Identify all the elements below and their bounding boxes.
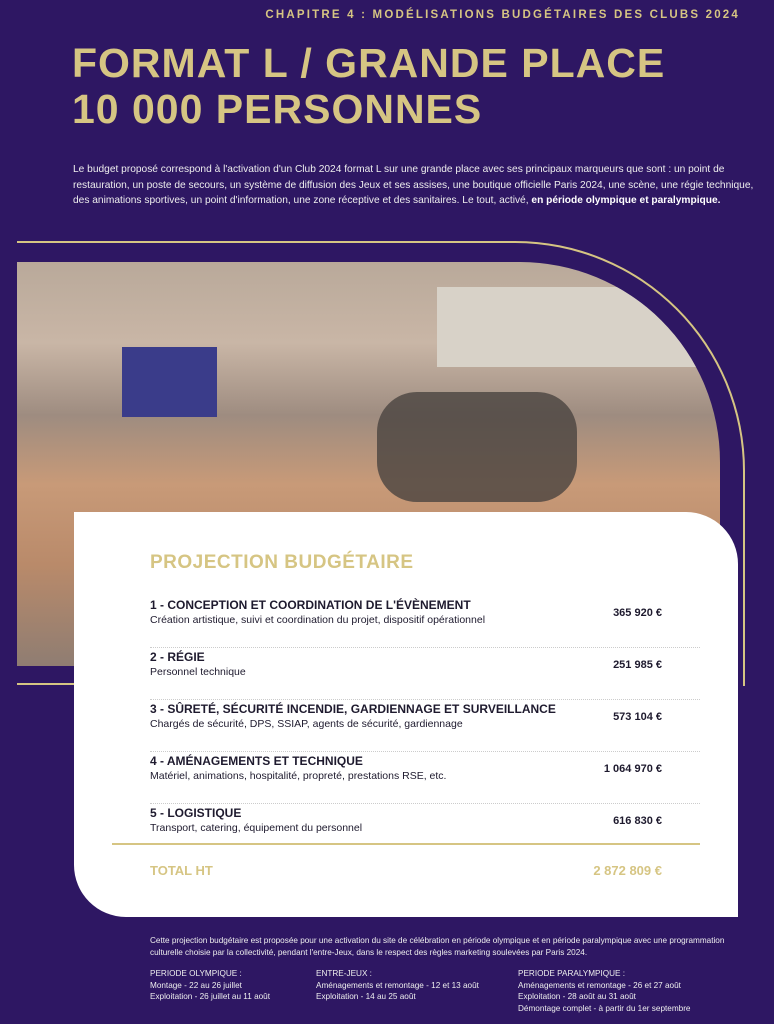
- row-title: 1 - CONCEPTION ET COORDINATION DE L'ÉVÈNEMENT: [150, 598, 471, 612]
- budget-row: [150, 752, 700, 804]
- total-divider: [112, 843, 700, 845]
- schedule-olympic: [150, 968, 270, 1003]
- budget-row: [150, 804, 700, 856]
- divider: [17, 683, 77, 685]
- schedule-line: Montage - 22 au 26 juillet: [150, 980, 242, 990]
- intro-body: Le budget proposé correspond à l'activation d'un Club 2024 format L sur une grande place avec ses principaux marqueurs que sont : un point de restauration, un poste de secours, un système de diffusion des Jeux et ses assises, une boutique officielle Paris 2024, une scène, une régie technique, des animations sportives, un point d'information, une zone réceptive et des sanitaires. Le tout, activé,: [73, 164, 754, 206]
- title-line-1: FORMAT L / GRANDE PLACE: [72, 40, 666, 86]
- row-title: 4 - AMÉNAGEMENTS ET TECHNIQUE: [150, 754, 363, 768]
- row-value: 573 104 €: [613, 711, 662, 723]
- total-value: 2 872 809 €: [593, 863, 662, 878]
- schedule-head: PERIODE OLYMPIQUE :: [150, 969, 242, 978]
- row-desc: Personnel technique: [150, 666, 246, 678]
- budget-row: [150, 700, 700, 752]
- budget-title: PROJECTION BUDGÉTAIRE: [150, 552, 414, 573]
- schedule-line: Aménagements et remontage - 26 et 27 août: [518, 980, 681, 990]
- row-desc: Transport, catering, équipement du personnel: [150, 822, 363, 834]
- budget-card: [74, 512, 738, 917]
- title-line-2: 10 000 PERSONNES: [72, 86, 483, 132]
- row-desc: Création artistique, suivi et coordination du projet, dispositif opérationnel: [150, 614, 486, 626]
- footer-note: Cette projection budgétaire est proposée pour une activation du site de célébration en période olympique et en période paralympique avec une programmation culturelle choisie par la collectivité, pendant l'entre-Jeux, dans le respect des règles marketing soulevées par Paris 2024.: [150, 936, 725, 957]
- total-row: [150, 863, 662, 878]
- chapter-header: CHAPITRE 4 : MODÉLISATIONS BUDGÉTAIRES DES CLUBS 2024: [265, 9, 740, 21]
- schedule-line: Exploitation - 26 juillet au 11 août: [150, 992, 271, 1001]
- row-value: 365 920 €: [613, 607, 662, 619]
- row-title: 5 - LOGISTIQUE: [150, 806, 242, 820]
- schedule-line: Démontage complet - à partir du 1er septembre: [518, 1003, 691, 1013]
- page-title: [72, 40, 665, 132]
- intro-text: [73, 162, 763, 209]
- schedule-line: Aménagements et remontage - 12 et 13 août: [316, 980, 479, 990]
- row-value: 616 830 €: [613, 815, 662, 827]
- photo-screen: [122, 347, 217, 417]
- total-label: TOTAL HT: [150, 863, 213, 878]
- photo-building: [437, 287, 707, 367]
- row-value: 251 985 €: [613, 659, 662, 671]
- budget-row: [150, 596, 700, 648]
- schedule-line: Exploitation - 14 au 25 août: [316, 992, 416, 1001]
- row-desc: Chargés de sécurité, DPS, SSIAP, agents de sécurité, gardiennage: [150, 718, 463, 730]
- row-title: 3 - SÛRETÉ, SÉCURITÉ INCENDIE, GARDIENNAGE ET SURVEILLANCE: [150, 702, 556, 716]
- row-title: 2 - RÉGIE: [150, 650, 205, 664]
- budget-row: [150, 648, 700, 700]
- row-value: 1 064 970 €: [603, 763, 662, 775]
- schedule-head: PERIODE PARALYMPIQUE :: [518, 969, 626, 978]
- photo-crowd: [377, 392, 577, 502]
- schedule-line: Exploitation - 28 août au 31 août: [518, 992, 636, 1001]
- schedule-entre-jeux: [316, 968, 479, 1003]
- row-desc: Matériel, animations, hospitalité, propreté, prestations RSE, etc.: [150, 770, 447, 782]
- schedule-head: ENTRE-JEUX :: [316, 969, 372, 978]
- intro-bold: en période olympique et paralympique.: [531, 195, 721, 206]
- schedule-paralympic: [518, 968, 690, 1014]
